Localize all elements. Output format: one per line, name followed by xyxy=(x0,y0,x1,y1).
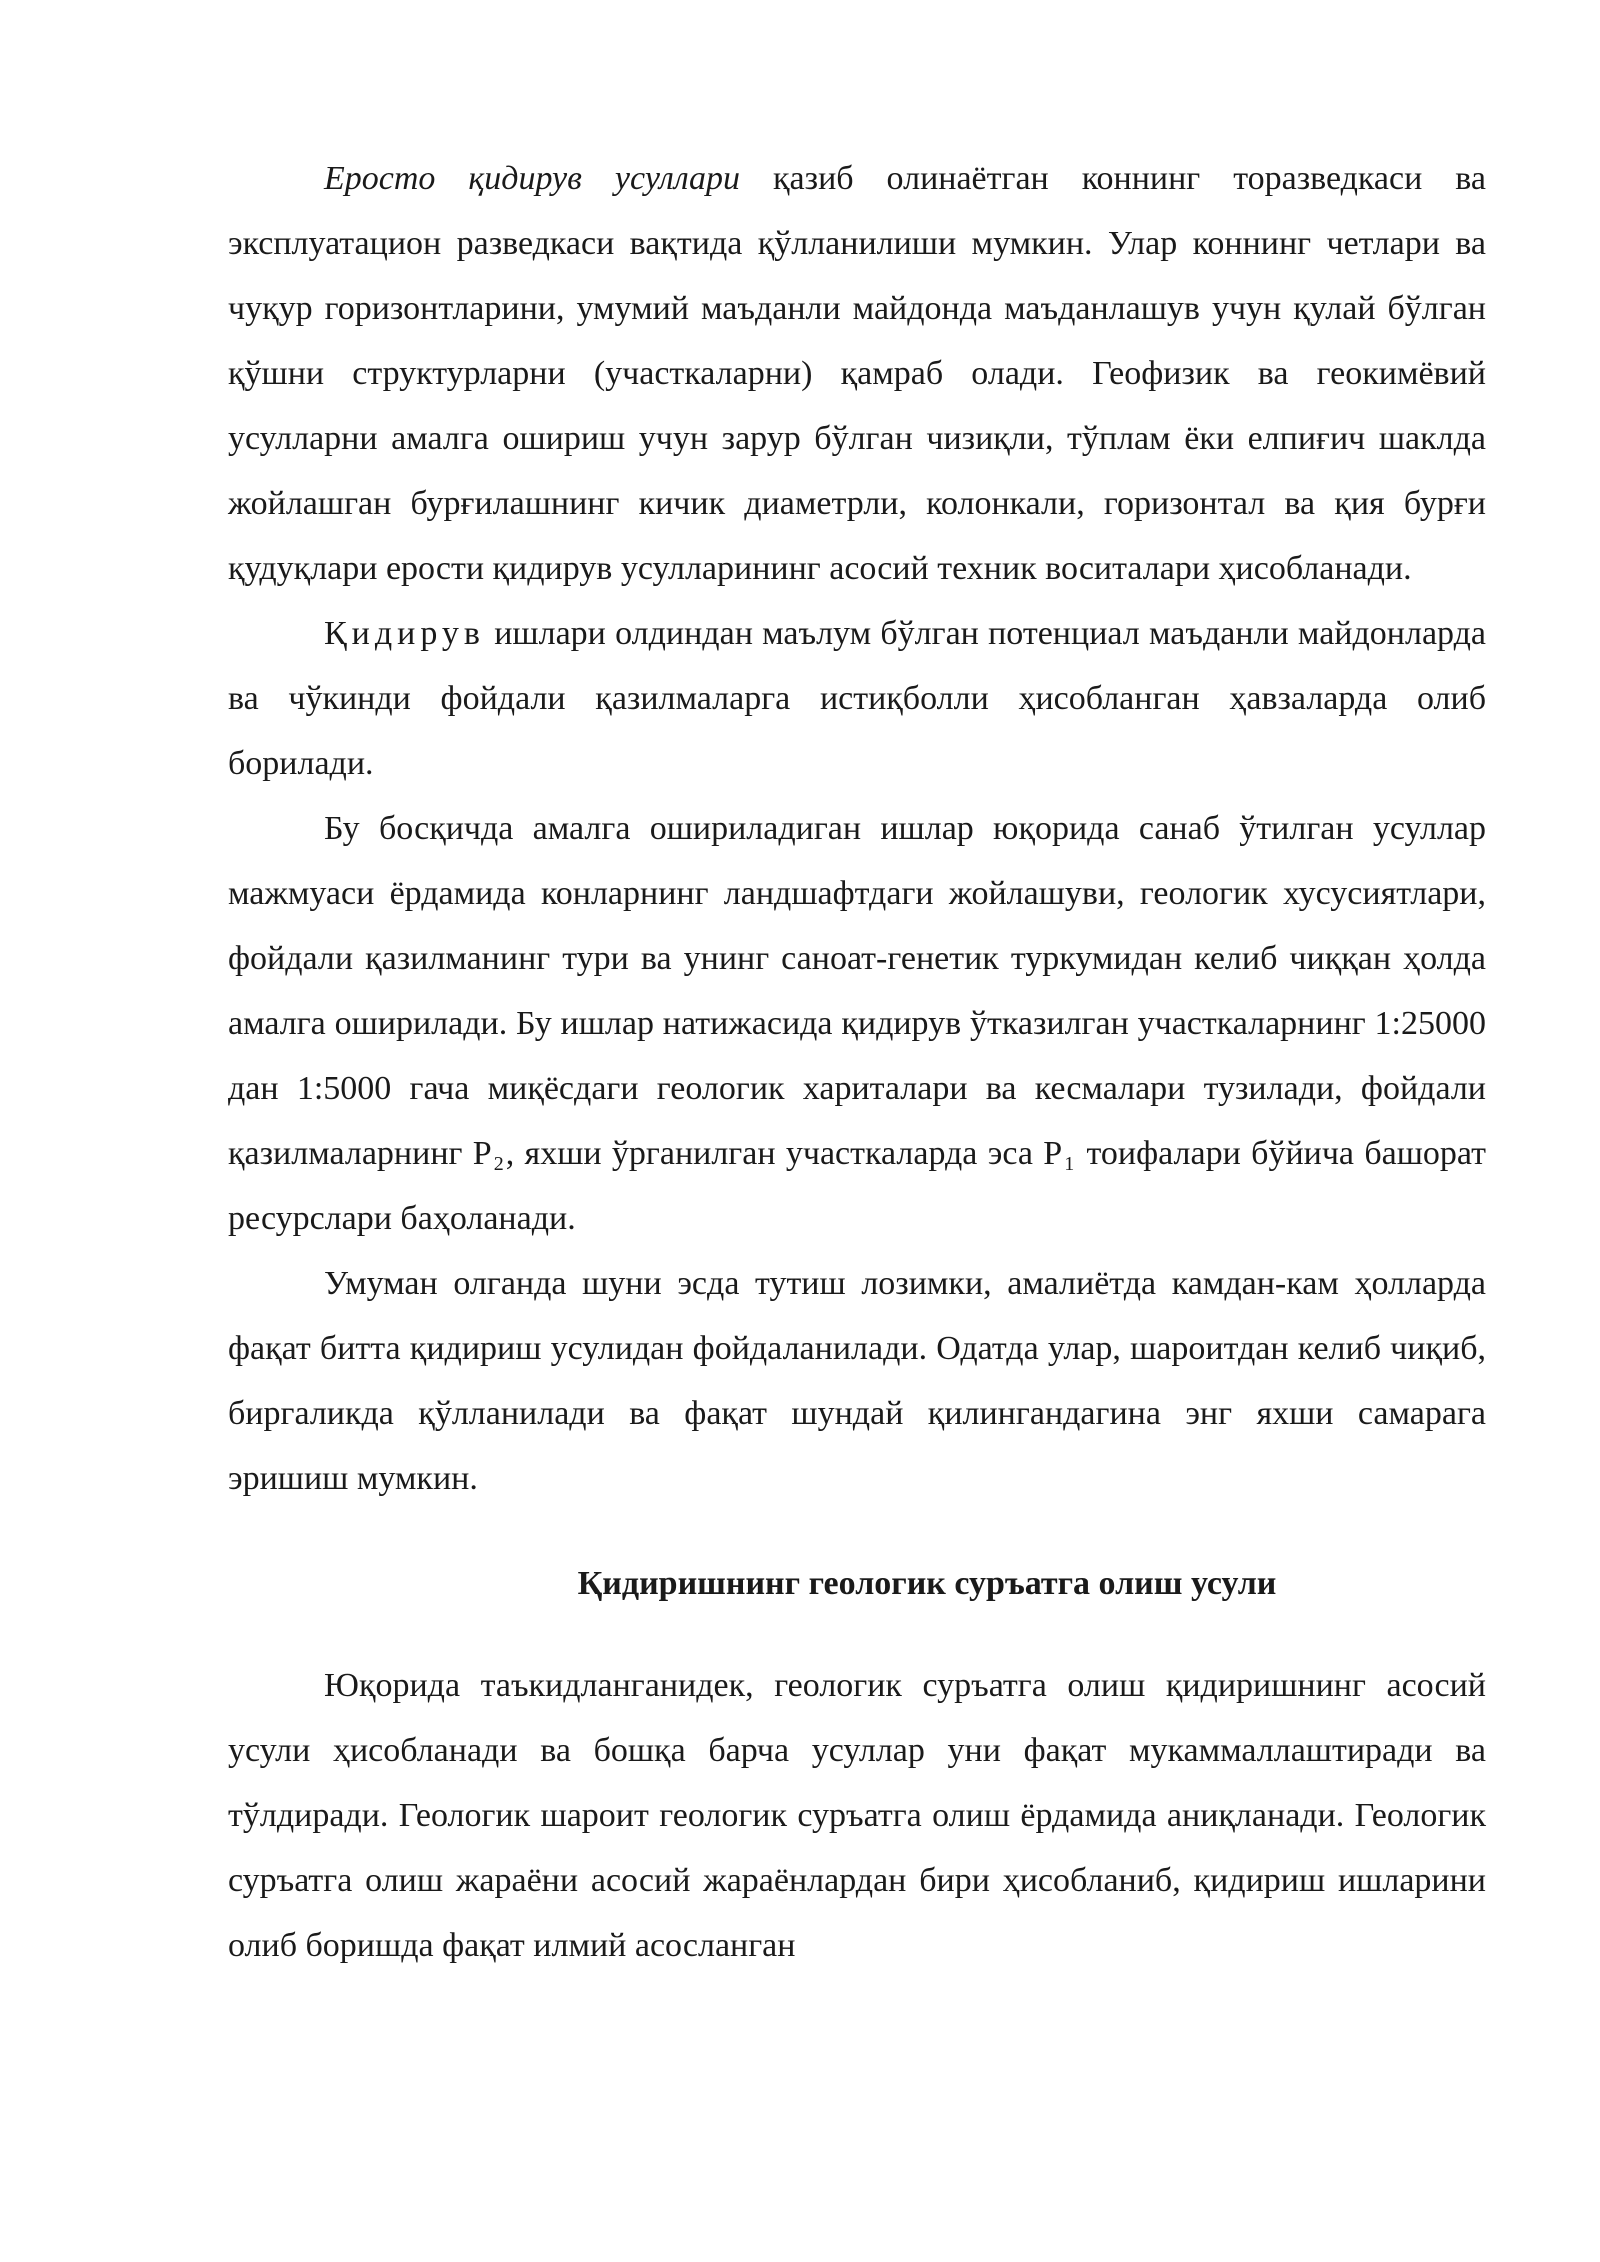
paragraph-text: қазиб олинаётган коннинг торазведкаси ва эксплуатацион разведкаси вақтида қўлланилиши мумкин. Улар коннинг четлари ва чуқур горизонтларини, умумий маъданли майдонда маъданлашув учун қулай бўлган қўшни структурларни (участкаларни) қамраб олади. Геофизик ва геокимёвий усулларни амалга ошириш учун зарур бўлган чизиқли, тўплам ёки елпиғич шаклда жойлашган бурғилашнинг кичик диаметрли, колонкали, горизонтал ва қия бурғи қудуқлари ерости қидирув усулларининг асосий техник воситалари ҳисобланади. xyxy=(228,160,1486,587)
subscript-index: 2 xyxy=(493,1153,504,1175)
paragraph-stage-works xyxy=(228,796,1486,1251)
subscript-index: 1 xyxy=(1064,1153,1075,1175)
paragraph-combined-methods: Умуман олганда шуни эсда тутиш лозимки, амалиётда камдан-кам ҳолларда фақат битта қидириш усулидан фойдаланилади. Одатда улар, шароитдан келиб чиқиб, биргаликда қўлланилади ва фақат шундай қилингандагина энг яхши самарага эришиш мумкин. xyxy=(228,1265,1486,1497)
spaced-term: Қидирув xyxy=(324,615,485,652)
section-heading: Қидиришнинг геологик суръатга олиш усули xyxy=(577,1565,1277,1602)
paragraph-text: тоифалари бўйича башорат ресурслари баҳоланади. xyxy=(228,1135,1486,1237)
paragraph-geological-survey: Юқорида таъкидланганидек, геологик суръатга олиш қидиришнинг асосий усули ҳисобланади ва бошқа барча усуллар уни фақат мукаммаллаштиради ва тўлдиради. Геологик шароит геологик суръатга олиш ёрдамида аниқланади. Геологик суръатга олиш жараёни асосий жараёнлардан бири ҳисобланиб, қидириш ишларини олиб боришда фақат илмий асосланган xyxy=(228,1667,1486,1964)
paragraph-text: , яхши ўрганилган участкаларда эса Р xyxy=(505,1135,1063,1172)
document-page xyxy=(228,146,1486,1978)
italic-term: Еросто қидирув усуллари xyxy=(324,160,741,197)
paragraph-search-works xyxy=(228,601,1486,796)
paragraph-text: Бу босқичда амалга ошириладиган ишлар юқорида санаб ўтилган усуллар мажмуаси ёрдамида конларнинг ландшафтдаги жойлашуви, геологик хусусиятлари, фойдали қазилманинг тури ва унинг саноат-генетик туркумидан келиб чиққан ҳолда амалга оширилади. Бу ишлар натижасида қидирув ўтказилган участкаларнинг 1:25000 дан 1:5000 гача миқёсдаги геологик хариталари ва кесмалари тузилади, фойдали қазилмаларнинг Р xyxy=(228,810,1486,1172)
paragraph-text: ишлари олдиндан маълум бўлган потенциал маъданли майдонларда ва чўкинди фойдали қазилмаларга истиқболли ҳисобланган ҳавзаларда олиб борилади. xyxy=(228,615,1486,782)
paragraph-underground-methods xyxy=(228,146,1486,601)
